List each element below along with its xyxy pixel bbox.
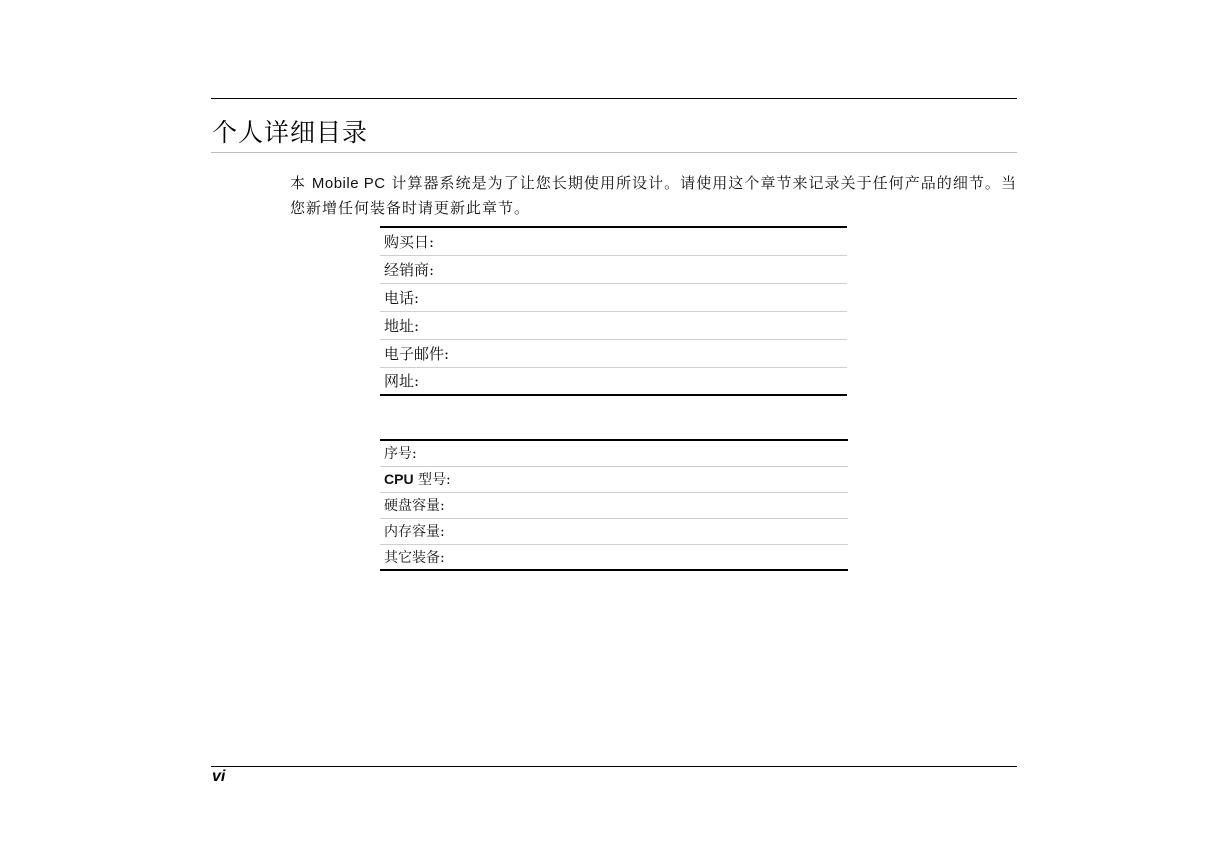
intro-product-name: Mobile PC xyxy=(311,175,386,192)
phone-label: 电话: xyxy=(380,283,847,311)
table-row xyxy=(380,367,847,395)
table-row xyxy=(380,518,848,544)
system-info-table xyxy=(380,439,848,571)
table-row xyxy=(380,544,848,570)
table-row xyxy=(380,255,847,283)
memory-capacity-label: 内存容量: xyxy=(380,518,848,544)
other-equipment-label: 其它装备: xyxy=(384,549,445,566)
dealer-label: 经销商: xyxy=(380,255,847,283)
header-rule xyxy=(211,98,1017,99)
table-row xyxy=(380,283,847,311)
hdd-capacity-label: 硬盘容量: xyxy=(380,492,848,518)
address-label: 地址: xyxy=(380,311,847,339)
intro-text-rest: 计算器系统是为了让您长期使用所设计。请使用这个章节来记录关于任何产品的细节。当您新增任何装备时请更新此章节。 xyxy=(290,174,1017,217)
table-row xyxy=(380,311,847,339)
table-row xyxy=(380,227,847,255)
table-row xyxy=(380,440,848,466)
page-title: 个人详细目录 xyxy=(212,118,369,147)
title-underline xyxy=(211,152,1017,153)
website-label: 网址: xyxy=(384,372,420,391)
intro-text-start: 本 xyxy=(290,174,312,192)
dealer-info-table xyxy=(380,226,847,396)
cpu-model-label: CPU 型号: xyxy=(380,466,848,492)
page-number: vi xyxy=(212,768,226,785)
intro-paragraph xyxy=(290,171,1017,220)
email-label: 电子邮件: xyxy=(380,339,847,367)
purchase-date-label: 购买日: xyxy=(380,227,847,255)
table-row xyxy=(380,466,848,492)
serial-number-label: 序号: xyxy=(380,440,848,466)
footer-rule xyxy=(211,766,1017,767)
table-row xyxy=(380,492,848,518)
table-row xyxy=(380,339,847,367)
